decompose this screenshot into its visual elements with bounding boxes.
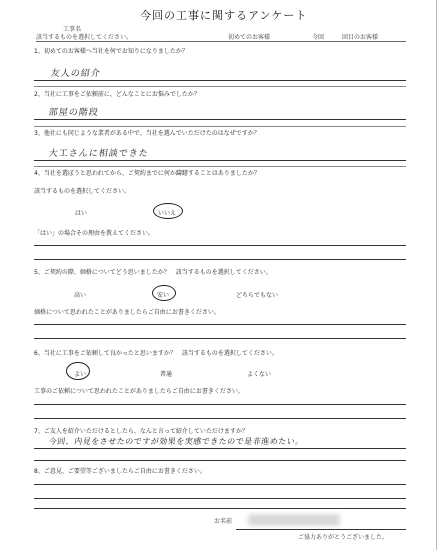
redacted-name [248,514,340,526]
q6-option-bad[interactable]: よくない [247,371,272,378]
question-3: 3、他社にも同じような業者がある中で、当社を選んでいただけたのはなぜですか？ [34,130,260,137]
answer-line-8c [34,508,406,509]
answer-line-7b [34,460,406,461]
answer-7: 今回、内見をさせたのですが効果を実感できたので是非進めたい。 [48,437,305,446]
question-6: 6、当社に工事をご依頼して良かったと思いますか？ 該当するものを選択してください。 [34,350,278,357]
q4-option-yes[interactable]: はい [75,210,88,217]
q5-option-cheap[interactable]: 安い [157,292,170,299]
construction-name-label: 工事名 [63,26,82,33]
question-4-followup: 「はい」の場合その理由を教えてください。 [34,230,155,237]
question-2: 2、当社に工事をご依頼前に、どんなことにお悩みでしたか？ [34,91,200,98]
answer-line-1b [34,86,406,87]
answer-1: 友人の紹介 [50,69,102,79]
question-5: 5、ご契約の際、価格についてどう思いましたか？ 該当するものを選択してください。 [34,269,272,276]
first-time-customer-option: 初めてのお客様 [228,34,271,41]
header-underline [36,41,406,42]
header-instruction: 該当するものを選択してください。 [36,34,133,41]
q6-option-average[interactable]: 普通 [160,371,173,378]
answer-line-4b [34,259,406,260]
repeat-customer-label: 回目のお客様 [342,34,379,41]
q5-option-neither[interactable]: どちらでもない [236,292,278,299]
q6-option-good[interactable]: よい [74,371,87,378]
answer-line-8a [34,484,406,485]
answer-line-8b [34,498,406,499]
question-4: 4、当社を選ぼうと思われてから、ご契約までに何か躊躇することはありましたか？ [34,170,260,177]
q5-selection-circle [152,285,176,301]
answer-line-4a [34,245,406,246]
this-time-label: 今回 [312,34,325,41]
page-edge [436,0,437,550]
name-label: お名前 [214,518,233,525]
answer-line-7a [34,448,406,449]
answer-line-5a [34,324,406,325]
question-8: 8、ご意見、ご要望等ございましたらご自由にお書きください。 [34,468,206,475]
answer-line-3a [34,160,406,161]
answer-2: 部屋の階段 [48,108,100,118]
question-4-instruction: 該当するものを選択してください。 [34,188,131,195]
q5-option-expensive[interactable]: 高い [74,292,87,299]
answer-line-2a [34,119,406,120]
name-underline [236,529,406,530]
survey-title: 今回の工事に関するアンケート [140,9,308,22]
answer-line-1a [34,80,406,81]
answer-line-6b [34,418,406,419]
q4-selection-circle [153,203,183,219]
question-5-followup: 価格について思われたことがありましたらご自由にお書きください。 [34,309,220,316]
q6-selection-circle [66,362,90,380]
answer-line-2b [34,126,406,127]
thank-you-message: ご協力ありがとうございました。 [298,534,389,541]
answer-3: 大工さんに相談できた [48,149,150,159]
question-1: 1、初めてのお客様へ当社を何でお知りになりましたか？ [34,48,188,55]
answer-line-3b [34,166,406,167]
q4-option-no[interactable]: いいえ [158,210,177,217]
question-6-followup: 工事のご依頼について思われたことがありましたらご自由にお書きください。 [34,388,244,395]
question-7: 7、ご友人を紹介いただけるとしたら、なんと言って紹介していただけますか？ [34,428,248,435]
answer-line-5b [34,338,406,339]
answer-line-6a [34,404,406,405]
